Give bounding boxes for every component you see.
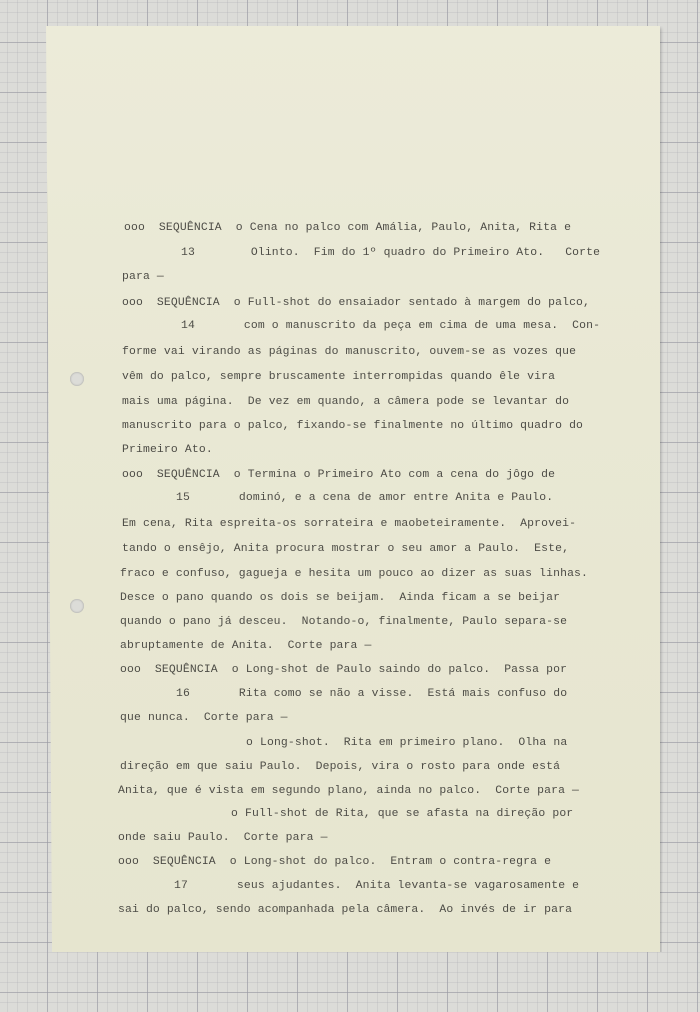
text-line: sai do palco, sendo acompanhada pela câmera. Ao invés de ir para [118,904,573,916]
text-line: forme vai virando as páginas do manuscrito, ouvem-se as vozes que [122,346,577,358]
text-line: 15 dominó, e a cena de amor entre Anita e Paulo. [176,492,554,504]
text-line: fraco e confuso, gagueja e hesita um pouco ao dizer as suas linhas. [120,568,589,580]
text-line: para — [122,271,164,283]
text-line: manuscrito para o palco, fixando-se finalmente no último quadro do [122,420,584,432]
punch-hole [70,599,84,613]
text-line: Anita, que é vista em segundo plano, ainda no palco. Corte para — [118,785,580,797]
text-line: 17 seus ajudantes. Anita levanta-se vagarosamente e [174,880,580,892]
text-line: 16 Rita como se não a visse. Está mais confuso do [176,688,568,700]
text-line: ooo SEQUÊNCIA o Long-shot de Paulo saindo do palco. Passa por [120,664,568,676]
text-line: ooo SEQUÊNCIA o Long-shot do palco. Entram o contra-regra e [118,856,552,868]
text-line: ooo SEQUÊNCIA o Termina o Primeiro Ato com a cena do jôgo de [122,469,556,481]
punch-hole [70,372,84,386]
text-line: Desce o pano quando os dois se beijam. Ainda ficam a se beijar [120,592,561,604]
text-line: 13 Olinto. Fim do 1º quadro do Primeiro Ato. Corte [181,247,601,259]
text-line: direção em que saiu Paulo. Depois, vira o rosto para onde está [120,761,561,773]
text-line: tando o ensêjo, Anita procura mostrar o seu amor a Paulo. Este, [122,543,570,555]
text-line: 14 com o manuscrito da peça em cima de uma mesa. Con- [181,320,601,332]
text-line: o Long-shot. Rita em primeiro plano. Olha na [246,737,568,749]
text-line: onde saiu Paulo. Corte para — [118,832,328,844]
text-line: ooo SEQUÊNCIA o Full-shot do ensaiador sentado à margem do palco, [122,297,591,309]
text-line: ooo SEQUÊNCIA o Cena no palco com Amália, Paulo, Anita, Rita e [124,222,572,234]
text-line: abruptamente de Anita. Corte para — [120,640,372,652]
text-line: o Full-shot de Rita, que se afasta na direção por [231,808,574,820]
text-line: Em cena, Rita espreita-os sorrateira e maobeteiramente. Aprovei- [122,518,577,530]
text-line: mais uma página. De vez em quando, a câmera pode se levantar do [122,396,570,408]
text-line: que nunca. Corte para — [120,712,288,724]
text-line: Primeiro Ato. [122,444,213,456]
text-line: vêm do palco, sempre bruscamente interrompidas quando êle vira [122,371,556,383]
text-line: quando o pano já desceu. Notando-o, finalmente, Paulo separa-se [120,616,568,628]
